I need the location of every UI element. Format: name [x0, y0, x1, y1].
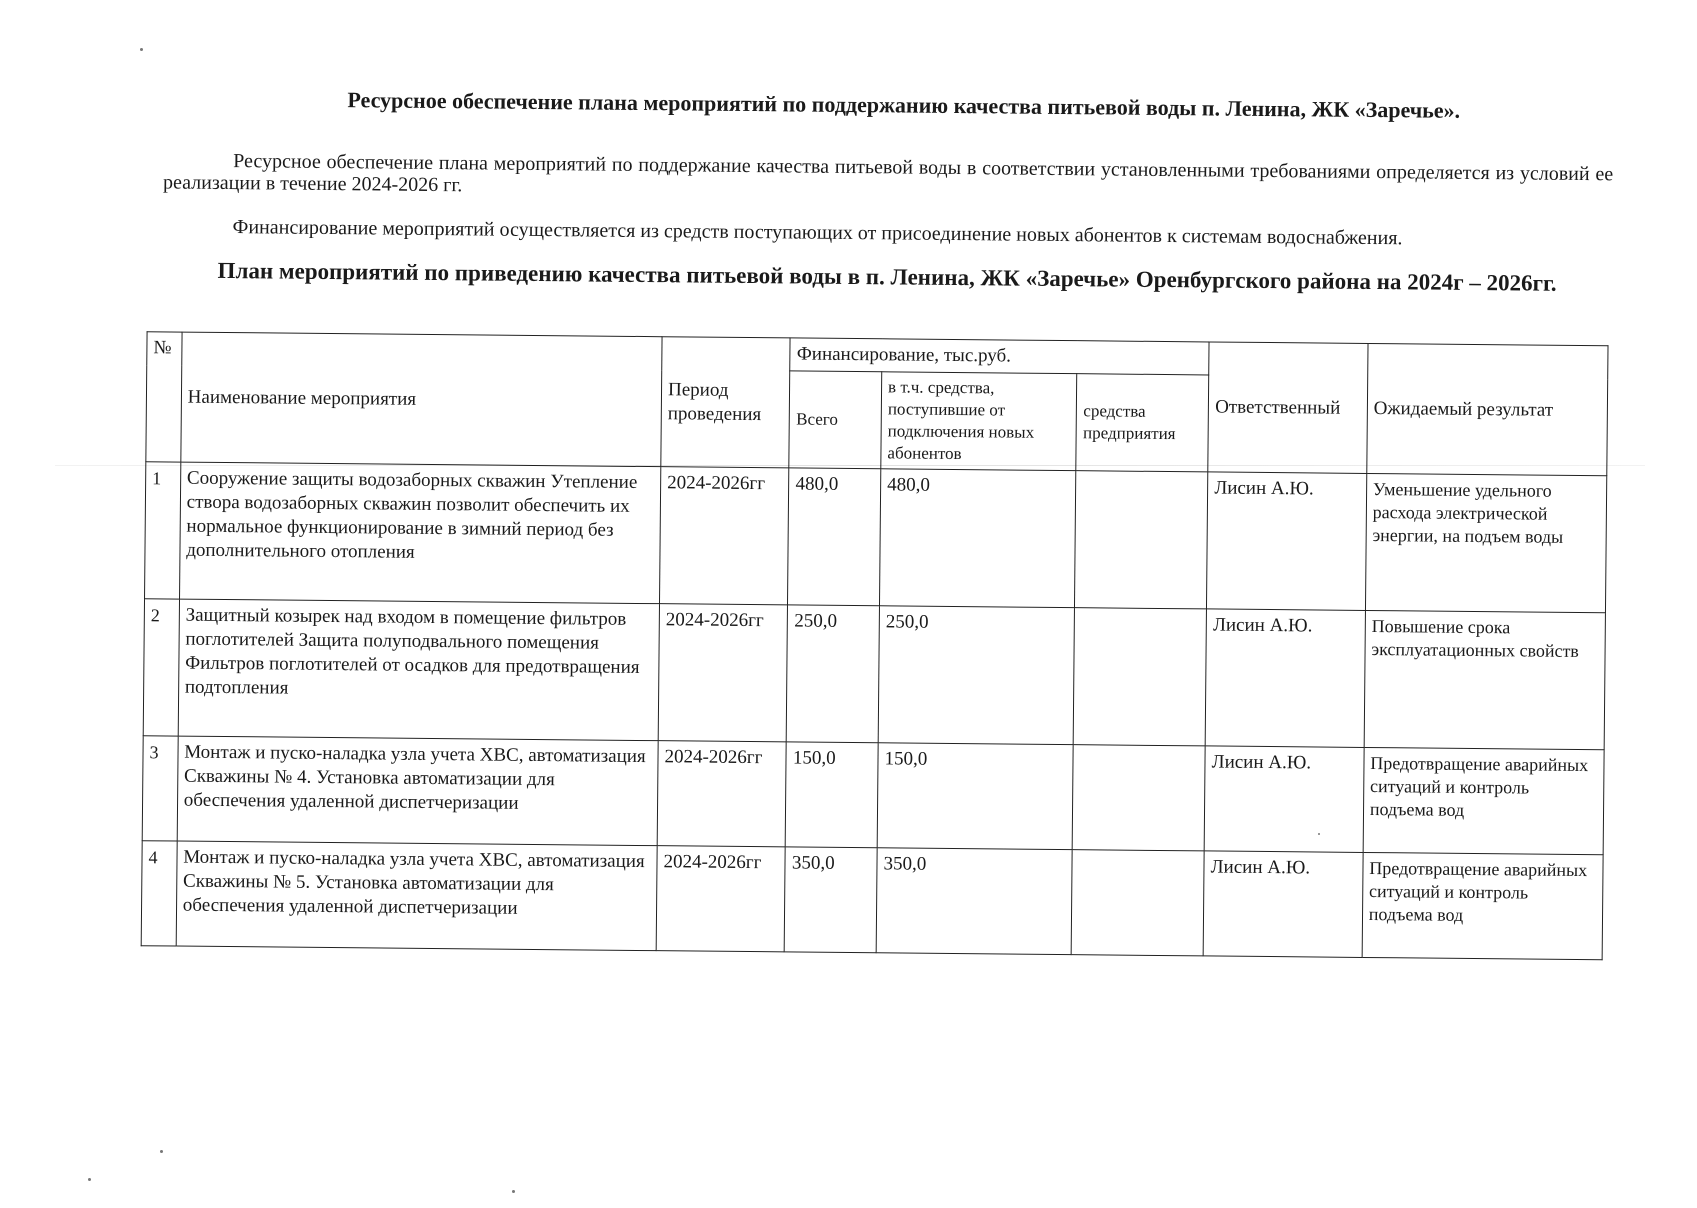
header-enterprise: средства предприятия [1076, 374, 1209, 472]
header-total: Всего [789, 371, 882, 469]
row-incl: 480,0 [880, 469, 1077, 608]
row-total: 350,0 [785, 847, 878, 953]
row-enterprise [1074, 608, 1207, 746]
header-num: № [146, 332, 182, 462]
row-enterprise [1075, 471, 1208, 609]
row-name: Защитный козырек над входом в помещение фильтров поглотителей Защита полуподвального помещения Фильтров поглотителей от осадков для предотвращения подтопления [178, 599, 660, 741]
row-result: Повышение срока эксплуатационных свойств [1364, 610, 1605, 749]
row-enterprise [1073, 745, 1206, 851]
row-total: 250,0 [787, 605, 880, 743]
header-incl: в т.ч. средства, поступившие от подключения новых абонентов [881, 372, 1077, 471]
scan-artifact-line [55, 465, 1645, 466]
row-responsible: Лисин А.Ю. [1203, 851, 1363, 958]
row-incl: 350,0 [876, 848, 1072, 955]
table-row [145, 462, 1607, 613]
row-name: Монтаж и пуско-наладка узла учета ХВС, автоматизация Скважины № 4. Установка автоматизации для обеспечения удаленной диспетчеризации [177, 736, 658, 846]
row-num: 3 [142, 736, 178, 841]
header-responsible: Ответственный [1208, 342, 1368, 474]
row-name: Сооружение защиты водозаборных скважин Утепление створа водозаборных скважин позволит обеспечить их нормальное функционирование в зимний период без дополнительного отопления [179, 462, 661, 604]
row-period: 2024-2026гг [658, 604, 788, 742]
row-period: 2024-2026гг [659, 467, 789, 605]
row-result: Предотвращение аварийных ситуаций и контроль подъема вод [1362, 852, 1603, 959]
header-result: Ожидаемый результат [1367, 343, 1608, 475]
row-result: Уменьшение удельного расхода электрической энергии, на подъем воды [1365, 473, 1606, 612]
row-name: Монтаж и пуско-наладка узла учета ХВС, автоматизация Скважины № 5. Установка автоматизации для обеспечения удаленной диспетчеризации [176, 841, 657, 951]
row-enterprise [1072, 850, 1205, 956]
row-num: 1 [145, 462, 181, 599]
table-row [142, 736, 1604, 855]
scan-speck [160, 1150, 163, 1153]
scan-speck [1318, 833, 1320, 835]
row-responsible: Лисин А.Ю. [1204, 746, 1364, 853]
scan-speck [88, 1178, 91, 1181]
plan-table [141, 331, 1609, 960]
header-financing: Финансирование, тыс.руб. [790, 338, 1209, 375]
row-responsible: Лисин А.Ю. [1207, 472, 1367, 611]
header-period: Период проведения [661, 337, 791, 468]
financing-paragraph: Финансирование мероприятий осуществляется из средств поступающих от присоединение новых абонентов к системам водоснабжения. [232, 216, 1403, 250]
row-total: 150,0 [786, 742, 879, 848]
row-total: 480,0 [788, 468, 881, 606]
row-result: Предотвращение аварийных ситуаций и контроль подъема вод [1363, 747, 1604, 854]
scan-speck [140, 48, 143, 51]
table-row [141, 841, 1603, 960]
row-responsible: Лисин А.Ю. [1205, 609, 1365, 748]
scan-speck [512, 1190, 515, 1193]
row-num: 4 [141, 841, 177, 946]
row-incl: 250,0 [878, 606, 1075, 745]
row-num: 2 [143, 599, 179, 736]
resource-title: Ресурсное обеспечение плана мероприятий по поддержанию качества питьевой воды п. Ленина, ЖК «Заречье». [347, 87, 1461, 123]
resource-paragraph: Ресурсное обеспечение плана мероприятий по поддержание качества питьевой воды в соответствии установленными требованиями определяется из условий ее реализации в течение 2024-2026 гг. [162, 150, 1614, 197]
header-name: Наименование мероприятия [181, 332, 662, 467]
table-row [143, 599, 1605, 750]
row-period: 2024-2026гг [657, 741, 786, 847]
row-period: 2024-2026гг [656, 846, 785, 952]
row-incl: 150,0 [877, 743, 1073, 850]
plan-title: План мероприятий по приведению качества питьевой воды в п. Ленина, ЖК «Заречье» Оренбургского района на 2024г – 2026гг. [217, 257, 1557, 296]
